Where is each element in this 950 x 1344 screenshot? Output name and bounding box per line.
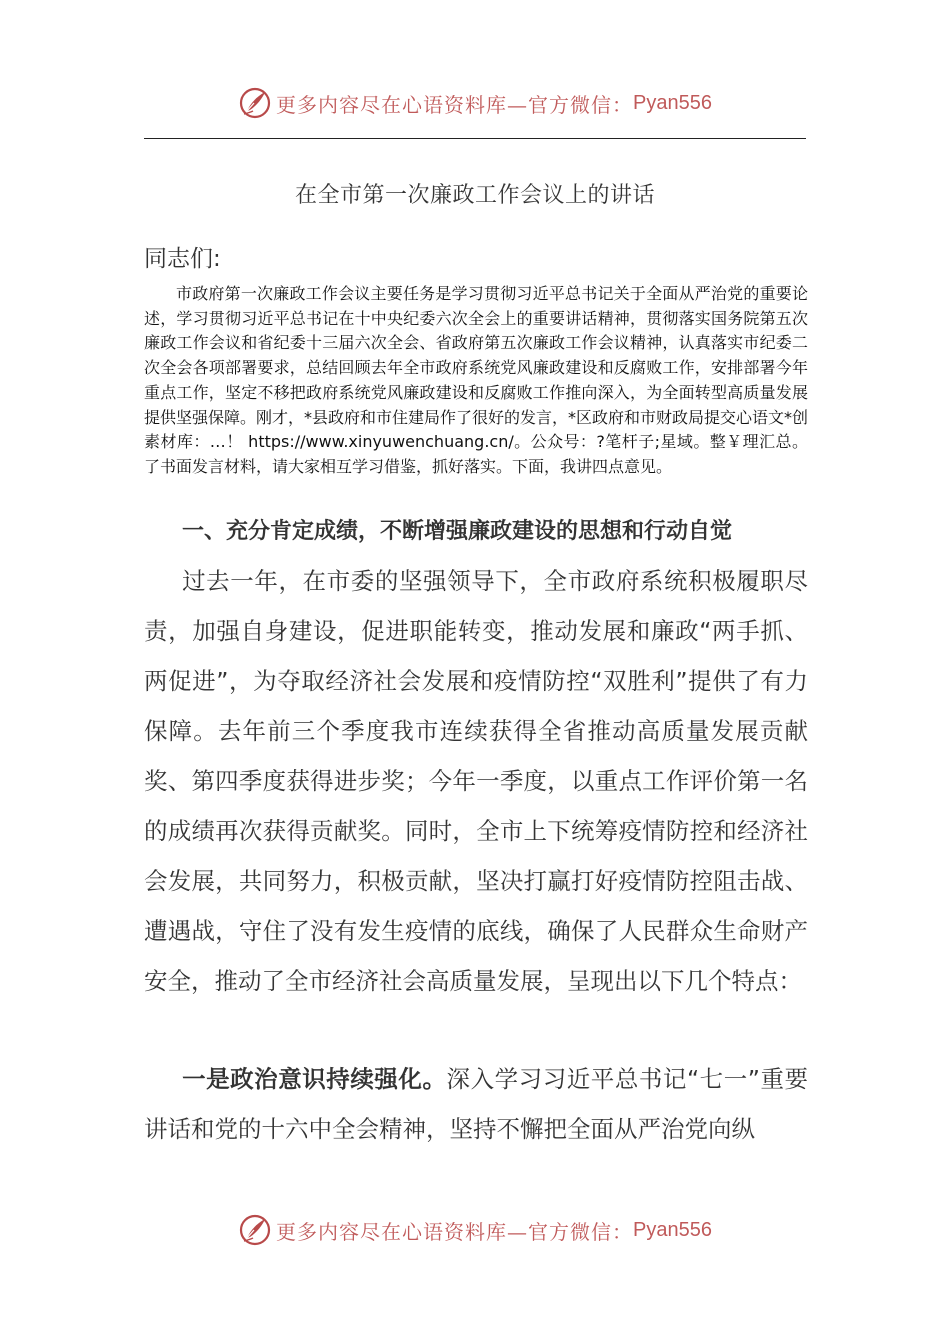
brand-text: 更多内容尽在心语资料库—官方微信： [276, 1219, 634, 1244]
header-watermark [0, 83, 950, 123]
document-title: 在全市第一次廉政工作会议上的讲话 [294, 183, 655, 208]
section-heading-1: 一、充分肯定成绩，不断增强廉政建设的思想和行动自觉 [182, 519, 733, 544]
body-paragraph-2 [144, 1054, 808, 1154]
wechat-id: Pyan556 [633, 91, 712, 114]
brand-text: 更多内容尽在心语资料库—官方微信： [276, 92, 634, 117]
intro-paragraph: 市政府第一次廉政工作会议主要任务是学习贯彻习近平总书记关于全面从严治党的重要论述，学习贯彻习近平总书记在十中央纪委六次全会上的重要讲话精神，贯彻落实国务院第五次廉政工作会议和省纪委十三届六次全会、省政府第五次廉政工作会议精神，认真落实市纪委二次全会各项部署要求，总结回顾去年全市政府系统党风廉政建设和反腐败工作，安排部署今年重点工作，坚定不移把政府系统党风廉政建设和反腐败工作推向深入，为全面转型高质量发展提供坚强保障。刚才，*县政府和市住建局作了很好的发言，*区政府和市财政局提交心语文*创素材库：…！ https://www.xinyuwenchuang.cn/。公众号：?笔杆子;星域。整￥理汇总。了书面发言材料，请大家相互学习借鉴，抓好落实。下面，我讲四点意见。 [144, 284, 809, 476]
quill-pen-logo-icon [238, 86, 272, 120]
salutation: 同志们: [144, 246, 221, 272]
wechat-id: Pyan556 [633, 1218, 712, 1241]
footer-watermark [0, 1210, 950, 1250]
paragraph-text: 深入学习习近平总书记“七一”重要讲话和党的十六中全会精神，坚持不懈把全面从严治党向纵 [144, 1065, 809, 1143]
quill-pen-logo-icon [238, 1213, 272, 1247]
paragraph-lead-bold: 一是政治意识持续强化。 [182, 1065, 447, 1093]
header-divider [144, 138, 806, 139]
body-paragraph-1: 过去一年，在市委的坚强领导下，全市政府系统积极履职尽责，加强自身建设，促进职能转变，推动发展和廉政“两手抓、两促进”，为夺取经济社会发展和疫情防控“双胜利”提供了有力保障。去年前三个季度我市连续获得全省推动高质量发展贡献奖、第四季度获得进步奖；今年一季度，以重点工作评价第一名的成绩再次获得贡献奖。同时，全市上下统筹疫情防控和经济社会发展，共同努力，积极贡献，坚决打赢打好疫情防控阻击战、遭遇战，守住了没有发生疫情的底线，确保了人民群众生命财产安全，推动了全市经济社会高质量发展，呈现出以下几个特点： [144, 567, 808, 995]
